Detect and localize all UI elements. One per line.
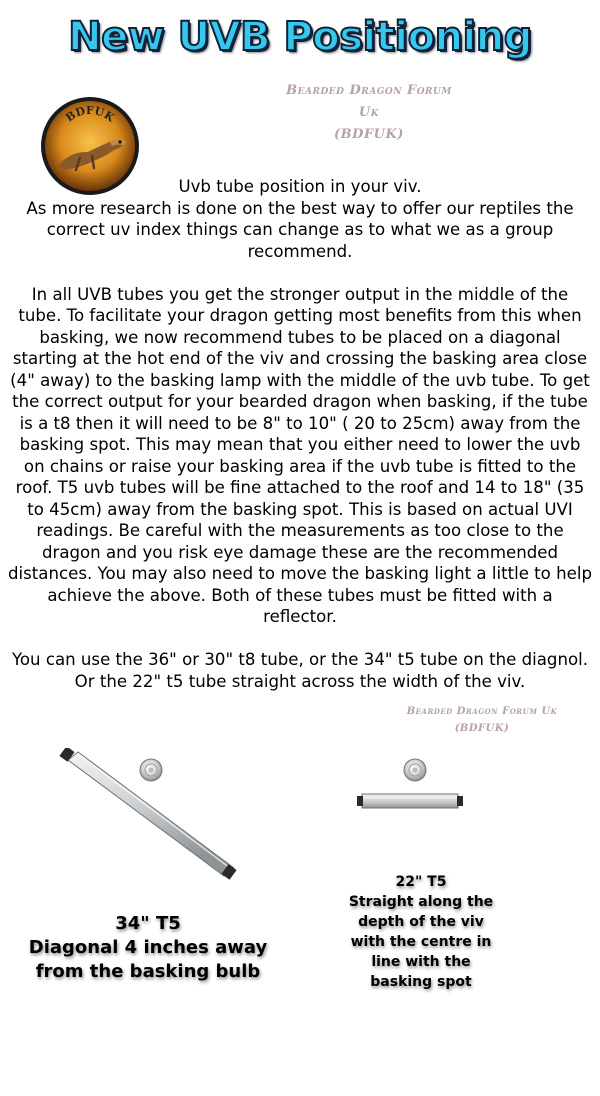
- straight-tube-figure: [355, 754, 465, 818]
- straight-tube-caption: [340, 872, 502, 992]
- intro-paragraph: As more research is done on the best way to offer our reptiles the correct uv index things can change as to what we as a group recommend.: [26, 198, 574, 261]
- caption-line: with the centre in: [350, 934, 492, 950]
- caption-line: line with the: [371, 954, 471, 970]
- watermark-middle: [392, 703, 572, 737]
- logo-text: BDFUK: [63, 103, 117, 125]
- basking-bulb-icon: [404, 759, 426, 781]
- positioning-paragraph: In all UVB tubes you get the stronger output in the middle of the tube. To facilitate your dragon getting most benefits from this when basking, we now recommend tubes to be placed on a diagonal starting at the hot end of the viv and crossing the basking area close (4" away) to the basking lamp with the middle of the uvb tube. To get the correct output for your bearded dragon when basking, if the tube is a t8 then it will need to be 8" to 10" ( 20 to 25cm) away from the basking spot. This may mean that you either need to lower the uvb on chains or raise your basking area if the uvb tube is fitted to the roof. T5 uvb tubes will be fine attached to the roof and 14 to 18" (35 to 45cm) away from the basking spot. This is based on actual UVI readings. Be careful with the measurements as too close to the dragon and you risk eye damage these are the recommended distances. You may also need to move the basking light a little to help achieve the above. Both of these tubes must be fitted with a reflector.: [8, 284, 592, 626]
- intro-heading: Uvb tube position in your viv.: [178, 177, 422, 196]
- tube-options-paragraph: You can use the 36" or 30" t8 tube, or the 34" t5 tube on the diagnol. Or the 22" t5 tube straight across the width of the viv.: [11, 650, 589, 691]
- page-title: New UVB Positioning: [68, 14, 532, 60]
- basking-bulb-icon: [140, 759, 162, 781]
- caption-line: basking spot: [370, 974, 472, 990]
- diagonal-tube-caption: [28, 912, 268, 984]
- uvb-tube-straight-icon: [357, 794, 463, 808]
- caption-line: from the basking bulb: [35, 961, 261, 982]
- caption-line: 34" T5: [115, 913, 181, 934]
- article-body: [8, 176, 592, 692]
- caption-line: 22" T5: [395, 874, 447, 890]
- caption-line: Straight along the: [348, 894, 494, 910]
- watermark-line-2: (BDFUK): [334, 127, 404, 142]
- watermark-line-2: (BDFUK): [454, 723, 510, 734]
- caption-line: Diagonal 4 inches away: [28, 937, 268, 958]
- caption-line: depth of the viv: [358, 914, 484, 930]
- watermark-line-1: Bearded Dragon Forum Uk: [286, 83, 452, 120]
- watermark-line-1: Bearded Dragon Forum Uk: [406, 706, 558, 717]
- watermark-top: [284, 80, 454, 146]
- diagonal-tube-figure: [58, 748, 248, 888]
